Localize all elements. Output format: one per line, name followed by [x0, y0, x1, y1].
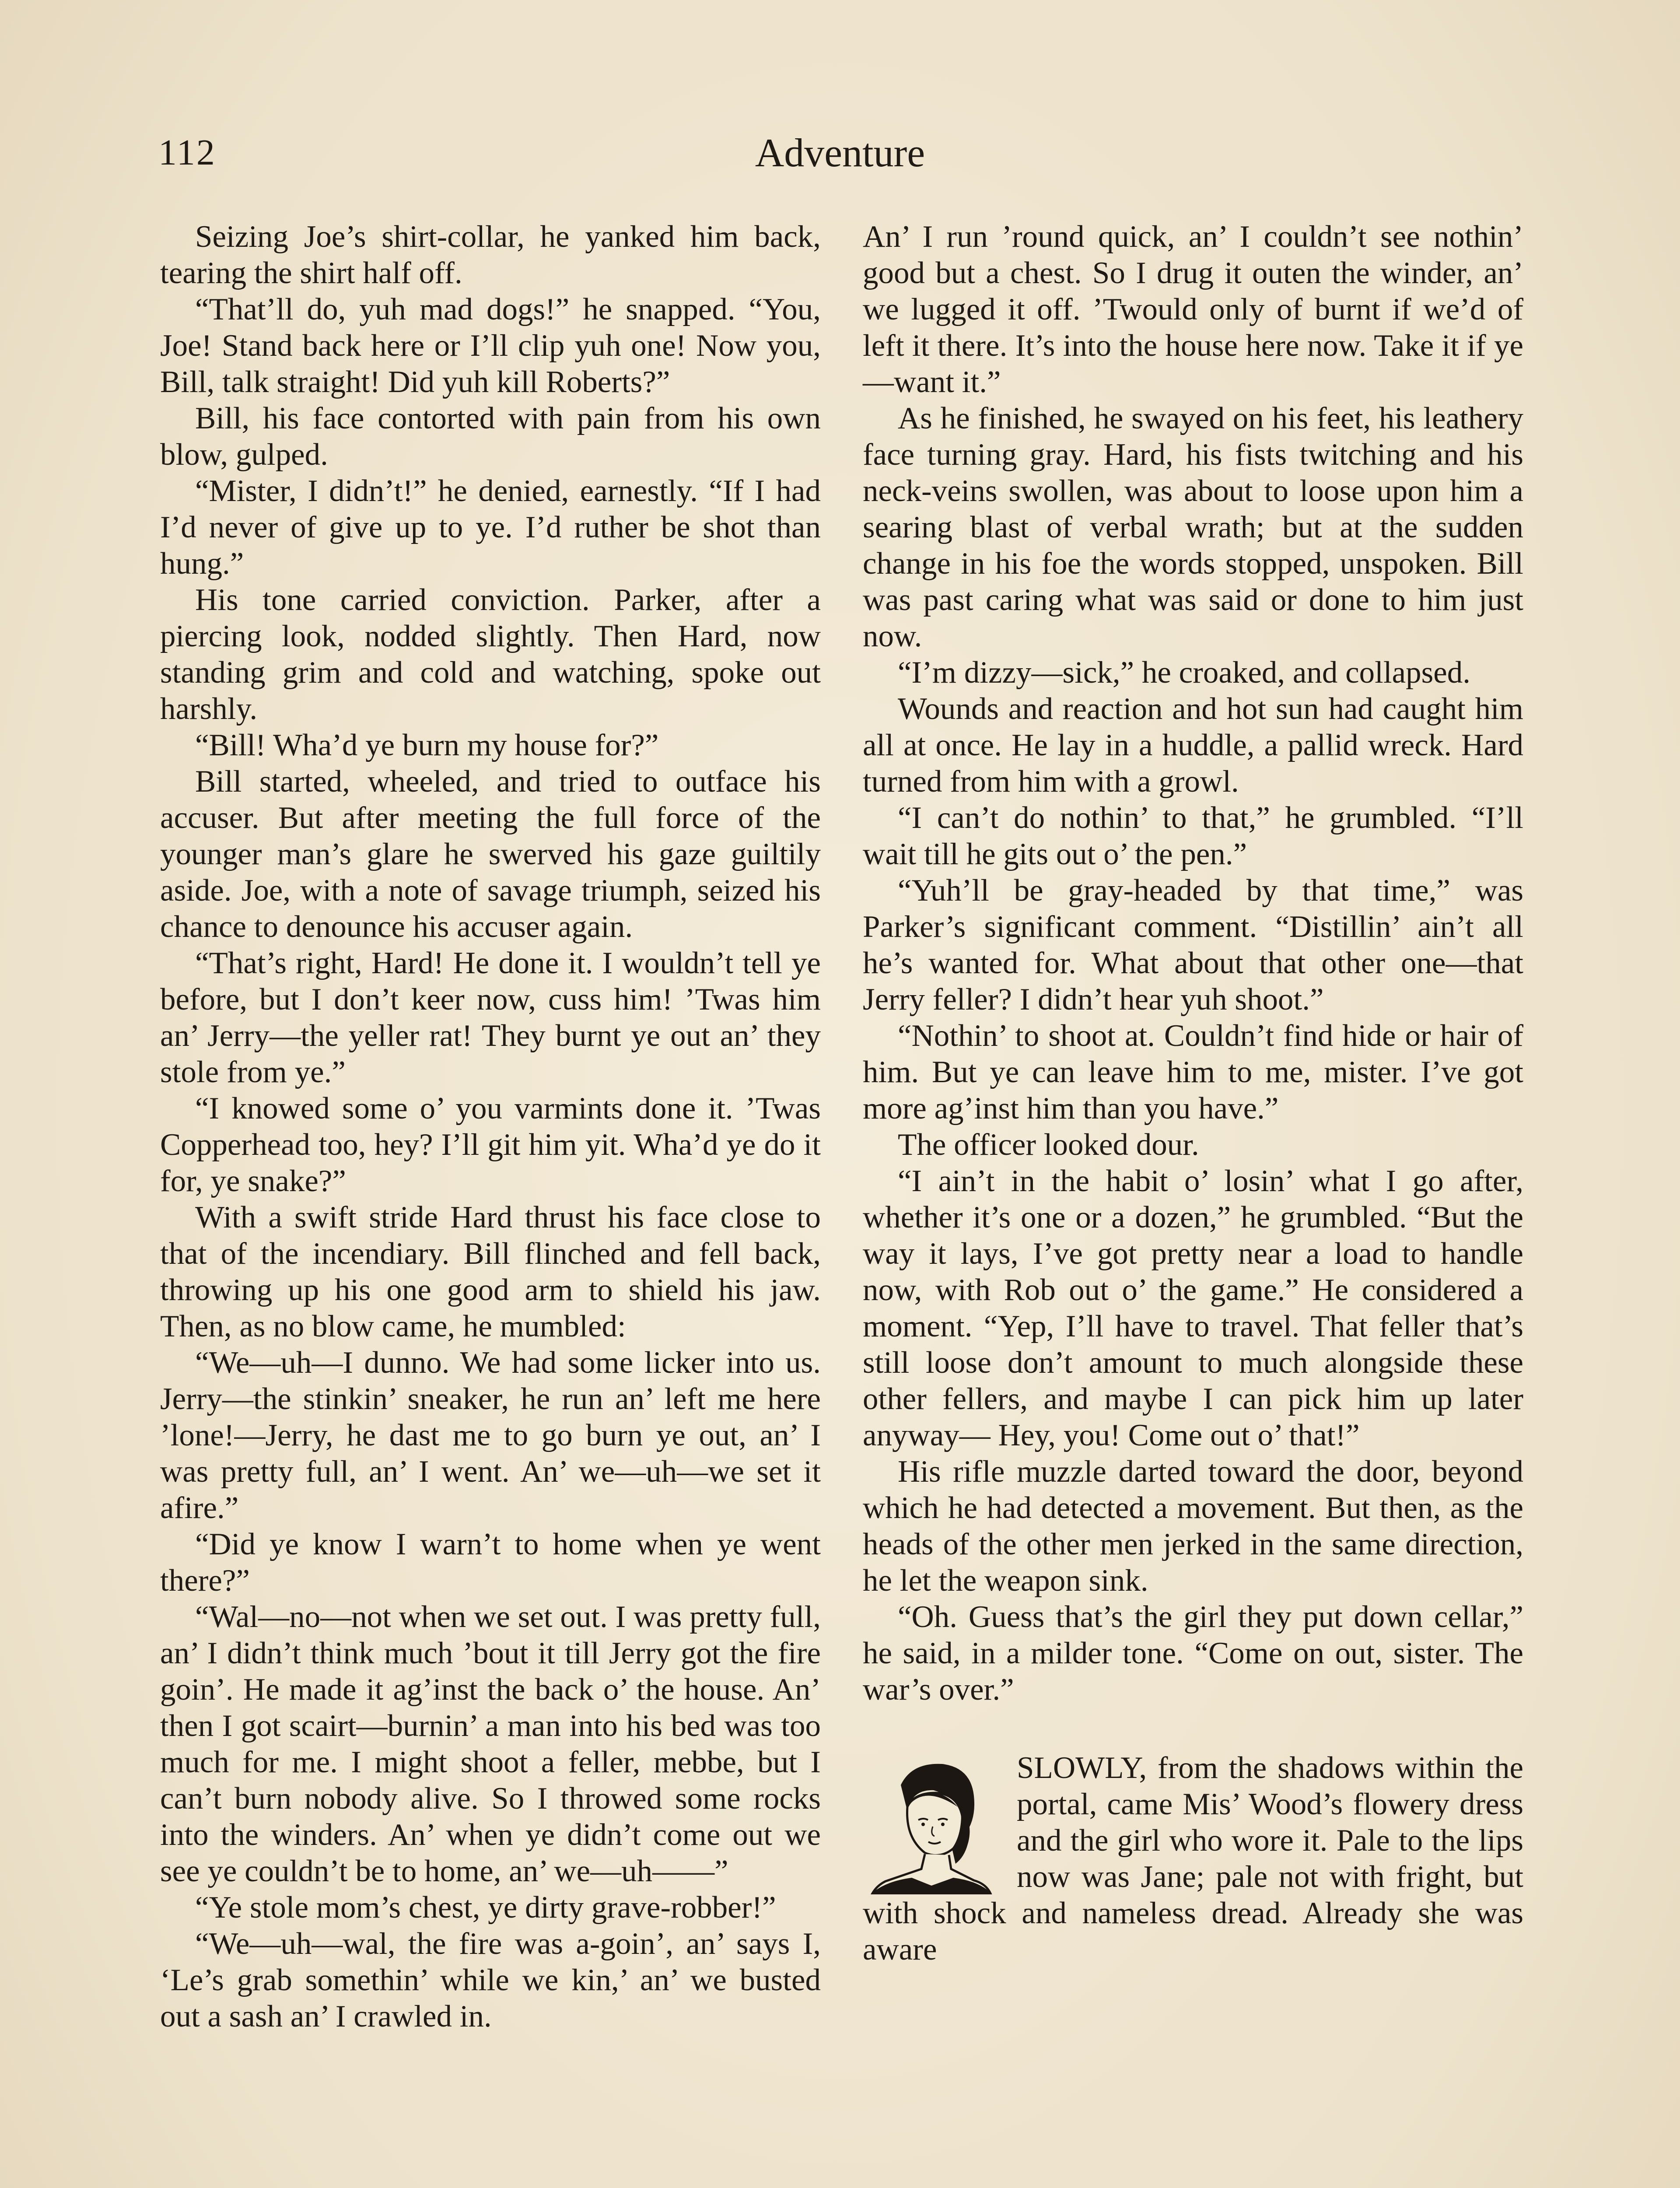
- body-paragraph: “I can’t do nothin’ to that,” he grumbled. “I’ll wait till he gits out o’ the pen.”: [863, 801, 1523, 871]
- body-paragraph: “Ye stole mom’s chest, ye dirty grave-robber!”: [195, 1890, 776, 1925]
- body-paragraph: “That’ll do, yuh mad dogs!” he snapped. “You, Joe! Stand back here or I’ll clip yuh one! Now you, Bill, talk straight! Did yuh kill Roberts?”: [160, 292, 821, 399]
- body-paragraph: “I’m dizzy—sick,” he croaked, and collapsed.: [898, 656, 1470, 690]
- body-paragraph: “That’s right, Hard! He done it. I wouldn’t tell ye before, but I don’t keer now, cuss him! ’Twas him an’ Jerry—the yeller rat! They burnt ye out an’ they stole from ye.”: [160, 946, 821, 1089]
- section-break: [863, 1708, 1523, 1750]
- left-column: [160, 219, 821, 2035]
- body-paragraph: “Did ye know I warn’t to home when ye went there?”: [160, 1527, 821, 1598]
- page-number: 112: [158, 132, 216, 173]
- body-paragraph: With a swift stride Hard thrust his face close to that of the incendiary. Bill flinched and fell back, throwing up his one good arm to shield his jaw. Then, as no blow came, he mumbled:: [160, 1200, 821, 1343]
- body-paragraph: “I ain’t in the habit o’ losin’ what I go after, whether it’s one or a dozen,” he grumbled. “But the way it lays, I’ve got pretty near a load to handle now, with Rob out o’ the game.” He considered a moment. “Yep, I’ll have to travel. That feller that’s still loose don’t amount to much alongside these other fellers, and maybe I can pick him up later anyway— Hey, you! Come out o’ that!”: [863, 1164, 1523, 1452]
- body-paragraph: “Nothin’ to shoot at. Couldn’t find hide or hair of him. But ye can leave him to me, mister. I’ve got more ag’inst him than you have.”: [863, 1019, 1523, 1126]
- right-column-paragraphs: [863, 219, 1523, 1708]
- body-paragraph: Wounds and reaction and hot sun had caught him all at once. He lay in a huddle, a pallid wreck. Hard turned from him with a growl.: [863, 692, 1523, 799]
- section-opening-paragraph: [863, 1750, 1523, 1968]
- section-opening-text: SLOWLY, from the shadows within the portal, came Mis’ Wood’s flowery dress and the girl who wore it. Pale to the lips now was Jane; pale not with fright, but with shock and nameless dread. Already she was aware: [863, 1751, 1523, 1967]
- girl-portrait-illustration: [859, 1754, 1004, 1894]
- body-paragraph: “We—uh—wal, the fire was a-goin’, an’ says I, ‘Le’s grab somethin’ while we kin,’ an’ we busted out a sash an’ I crawled in.: [160, 1927, 821, 2034]
- body-paragraph: The officer looked dour.: [898, 1128, 1199, 1162]
- body-paragraph: “I knowed some o’ you varmints done it. ’Twas Copperhead too, hey? I’ll git him yit. Wha’d ye do it for, ye snake?”: [160, 1091, 821, 1198]
- body-paragraph: His rifle muzzle darted toward the door, beyond which he had detected a movement. But then, as the heads of the other men jerked in the same direction, he let the weapon sink.: [863, 1455, 1523, 1598]
- body-paragraph: As he finished, he swayed on his feet, his leathery face turning gray. Hard, his fists twitching and his neck-veins swollen, was about to loose upon him a searing blast of verbal wrath; but at the sudden change in his foe the words stopped, unspoken. Bill was past caring what was said or done to him just now.: [863, 401, 1523, 653]
- body-paragraph: “Wal—no—not when we set out. I was pretty full, an’ I didn’t think much ’bout it till Jerry got the fire goin’. He made it ag’inst the back o’ the house. An’ then I got scairt—burnin’ a man into his bed was too much for me. I might shoot a feller, mebbe, but I can’t burn nobody alive. So I throwed some rocks into the winders. An’ when ye didn’t come out we see ye couldn’t be to home, an’ we—uh——”: [160, 1600, 821, 1888]
- body-paragraph: “Yuh’ll be gray-headed by that time,” was Parker’s significant comment. “Distillin’ ain’t all he’s wanted for. What about that other one—that Jerry feller? I didn’t hear yuh shoot.”: [863, 873, 1523, 1017]
- body-paragraph: “We—uh—I dunno. We had some licker into us. Jerry—the stinkin’ sneaker, he run an’ left me here ’lone!—Jerry, he dast me to go burn ye out, an’ I was pretty full, an’ I went. An’ we—uh—we set it afire.”: [160, 1346, 821, 1525]
- body-paragraph: An’ I run ’round quick, an’ I couldn’t see nothin’ good but a chest. So I drug it outen the winder, an’ we lugged it off. ’Twould only of burnt if we’d of left it there. It’s into the house here now. Take it if ye—want it.”: [863, 220, 1523, 399]
- body-paragraph: “Bill! Wha’d ye burn my house for?”: [195, 728, 659, 762]
- body-paragraph: His tone carried conviction. Parker, after a piercing look, nodded slightly. Then Hard, now standing grim and cold and watching, spoke out harshly.: [160, 583, 821, 726]
- body-paragraph: Bill started, wheeled, and tried to outface his accuser. But after meeting the full force of the younger man’s glare he swerved his gaze guiltily aside. Joe, with a note of savage triumph, seized his chance to denounce his accuser again.: [160, 764, 821, 944]
- right-column: [863, 219, 1523, 1968]
- body-paragraph: “Mister, I didn’t!” he denied, earnestly. “If I had I’d never of give up to ye. I’d ruther be shot than hung.”: [160, 474, 821, 581]
- body-paragraph: “Oh. Guess that’s the girl they put down cellar,” he said, in a milder tone. “Come on out, sister. The war’s over.”: [863, 1600, 1523, 1707]
- running-title: Adventure: [755, 130, 925, 175]
- body-paragraph: Bill, his face contorted with pain from his own blow, gulped.: [160, 401, 821, 472]
- body-paragraph: Seizing Joe’s shirt-collar, he yanked him back, tearing the shirt half off.: [160, 220, 821, 290]
